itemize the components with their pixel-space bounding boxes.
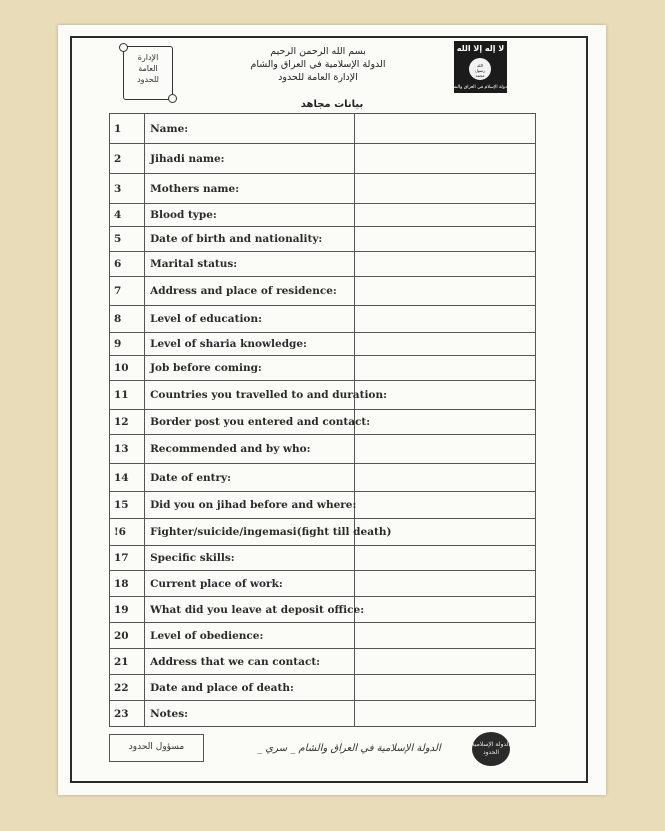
table-row <box>110 623 536 649</box>
answer-cell <box>354 649 535 675</box>
table-row <box>110 252 536 277</box>
department-box-line-3: للحدود <box>137 75 159 84</box>
table-row <box>110 174 536 204</box>
table-row <box>110 649 536 675</box>
row-number: 2 <box>110 144 145 174</box>
answer-cell <box>354 144 535 174</box>
answer-cell <box>354 333 535 356</box>
flag-seal-line-2: رسول <box>474 68 486 73</box>
row-label: Name: <box>145 114 354 144</box>
row-label: Level of sharia knowledge: <box>145 333 354 356</box>
row-label: Did you on jihad before and where: <box>145 492 354 519</box>
row-label: What did you leave at deposit office: <box>145 597 354 623</box>
table-row <box>110 492 536 519</box>
department-scroll-box <box>123 46 173 100</box>
form-page <box>58 25 606 795</box>
row-number: 19 <box>110 597 145 623</box>
answer-cell <box>354 252 535 277</box>
row-label: Date of entry: <box>145 464 354 492</box>
table-row <box>110 571 536 597</box>
row-label: Jihadi name: <box>145 144 354 174</box>
row-number: 8 <box>110 306 145 333</box>
border-official-label: مسؤول الحدود <box>128 742 185 752</box>
table-row <box>110 546 536 571</box>
header-titles <box>208 45 428 84</box>
row-number: 23 <box>110 701 145 727</box>
answer-cell <box>354 623 535 649</box>
form-title: بيانات مجاهد <box>300 99 364 110</box>
row-label: Countries you travelled to and duration: <box>145 381 354 410</box>
table-row <box>110 227 536 252</box>
answer-cell <box>354 356 535 381</box>
table-row <box>110 306 536 333</box>
flag-caption: دولة الإسلام في العراق والشام <box>449 85 507 90</box>
table-row <box>110 277 536 306</box>
row-number: 11 <box>110 381 145 410</box>
table-row <box>110 435 536 464</box>
table-row <box>110 356 536 381</box>
row-label: Address and place of residence: <box>145 277 354 306</box>
table-row <box>110 381 536 410</box>
flag-text: لا إله إلا الله <box>456 44 505 53</box>
row-label: Notes: <box>145 701 354 727</box>
answer-cell <box>354 701 535 727</box>
answer-cell <box>354 114 535 144</box>
answer-cell <box>354 675 535 701</box>
flag-seal <box>469 58 491 80</box>
row-number: 12 <box>110 410 145 435</box>
answer-cell <box>354 571 535 597</box>
footer-seal-line-1: الدولة الإسلامية <box>471 741 510 748</box>
table-row <box>110 701 536 727</box>
row-label: Mothers name: <box>145 174 354 204</box>
flag-seal-line-1: الله <box>477 63 483 68</box>
row-label: Current place of work: <box>145 571 354 597</box>
row-label: Specific skills: <box>145 546 354 571</box>
answer-cell <box>354 174 535 204</box>
row-number: 13 <box>110 435 145 464</box>
row-number: 4 <box>110 204 145 227</box>
answer-cell <box>354 204 535 227</box>
row-label: Job before coming: <box>145 356 354 381</box>
table-row <box>110 114 536 144</box>
row-number: 1 <box>110 114 145 144</box>
table-row <box>110 410 536 435</box>
row-label: Border post you entered and contact: <box>145 410 354 435</box>
answer-cell <box>354 435 535 464</box>
row-number: 17 <box>110 546 145 571</box>
row-label: Level of obedience: <box>145 623 354 649</box>
row-number: 9 <box>110 333 145 356</box>
state-name: الدولة الإسلامية في العراق والشام <box>250 59 386 70</box>
table-row <box>110 675 536 701</box>
row-label: Level of education: <box>145 306 354 333</box>
row-number: 6 <box>110 252 145 277</box>
table-row <box>110 464 536 492</box>
row-number: 21 <box>110 649 145 675</box>
row-number: 7 <box>110 277 145 306</box>
row-number: 14 <box>110 464 145 492</box>
row-number: 20 <box>110 623 145 649</box>
answer-cell <box>354 464 535 492</box>
table-row <box>110 597 536 623</box>
row-number: 18 <box>110 571 145 597</box>
footer-seal-logo <box>472 732 510 766</box>
row-label: Marital status: <box>145 252 354 277</box>
answer-cell <box>354 410 535 435</box>
answer-cell <box>354 227 535 252</box>
table-row <box>110 204 536 227</box>
row-number: 10 <box>110 356 145 381</box>
row-label: Date of birth and nationality: <box>145 227 354 252</box>
border-official-box <box>109 734 204 762</box>
table-row <box>110 144 536 174</box>
row-number: 3 <box>110 174 145 204</box>
answer-cell <box>354 306 535 333</box>
department-name: الإدارة العامة للحدود <box>278 72 358 83</box>
row-number: 22 <box>110 675 145 701</box>
flag-seal-line-3: محمد <box>475 73 485 78</box>
black-flag-logo <box>449 41 507 93</box>
department-box-line-1: الإدارة <box>137 53 159 62</box>
row-number: 5 <box>110 227 145 252</box>
table-row <box>110 519 536 546</box>
row-label: Recommended and by who: <box>145 435 354 464</box>
row-number: 15 <box>110 492 145 519</box>
answer-cell <box>354 492 535 519</box>
fighter-data-table <box>109 113 536 727</box>
row-number: !6 <box>110 519 145 546</box>
table-row <box>110 333 536 356</box>
footer-seal-line-2: الحدود <box>482 749 500 756</box>
row-label: Fighter/suicide/ingemasi(fight till death) <box>145 519 354 546</box>
row-label: Date and place of death: <box>145 675 354 701</box>
department-box-line-2: العامة <box>138 64 158 73</box>
answer-cell <box>354 277 535 306</box>
answer-cell <box>354 597 535 623</box>
row-label: Blood type: <box>145 204 354 227</box>
answer-cell <box>354 546 535 571</box>
footer-state-line: الدولة الإسلامية في العراق والشام _ سري _ <box>257 743 441 754</box>
basmala: بسم الله الرحمن الرحيم <box>270 46 366 57</box>
row-label: Address that we can contact: <box>145 649 354 675</box>
